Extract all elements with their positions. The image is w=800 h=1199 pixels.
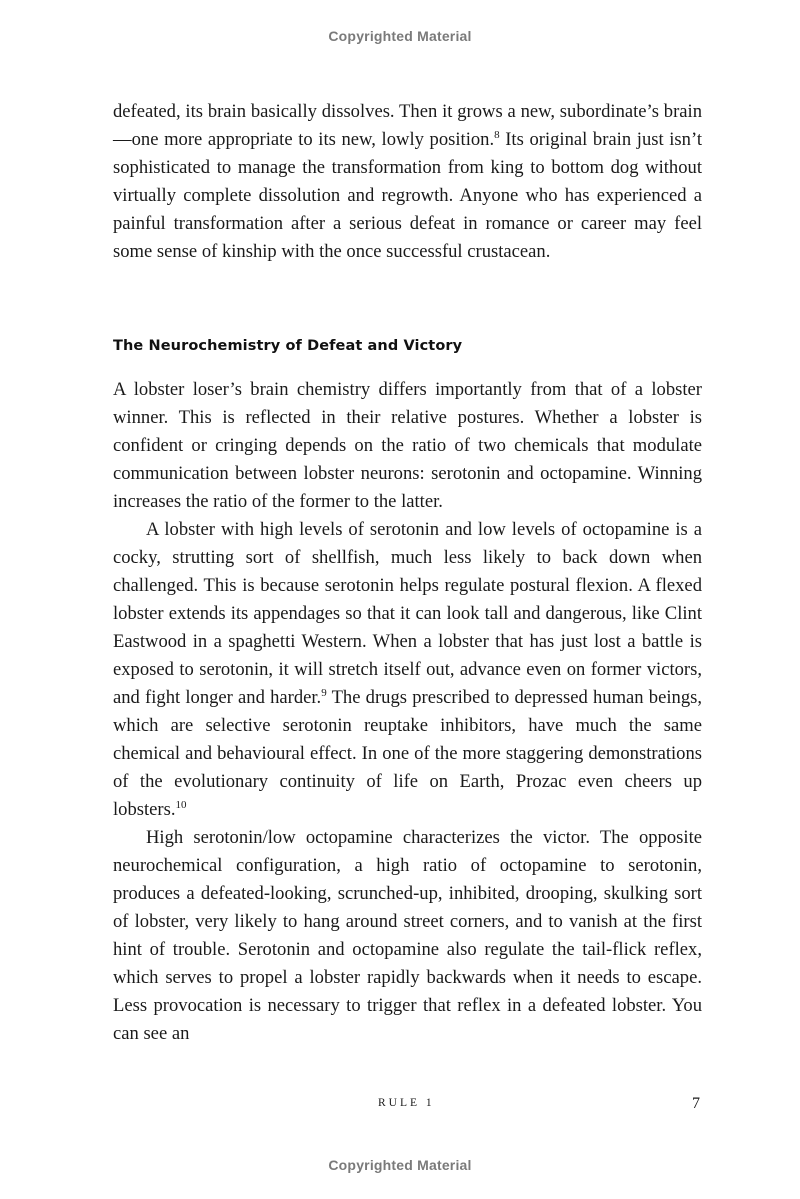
copyright-watermark-top: Copyrighted Material: [328, 28, 472, 44]
page-number: 7: [692, 1095, 700, 1112]
paragraph-2: [113, 516, 702, 824]
paragraph-text: A lobster with high levels of serotonin and low levels of octopamine is a cocky, strutting sort of shellfish, much less likely to back down when challenged. This is because serotonin helps regulate postural flexion. A flexed lobster extends its appendages so that it can look tall and dangerous, like Clint Eastwood in a spaghetti Western. When a lobster that has just lost a battle is exposed to serotonin, it will stretch itself out, advance even on former victors, and fight longer and harder.: [113, 519, 702, 708]
footnote-marker-8[interactable]: 8: [494, 129, 500, 141]
running-head-label: RULE 1: [378, 1097, 435, 1109]
section-body: [113, 376, 702, 1048]
paragraph-3: High serotonin/low octopamine characterizes the victor. The opposite neurochemical configuration, a high ratio of octopamine to serotonin, produces a defeated-looking, scrunched-up, inhibited, drooping, skulking sort of lobster, very likely to hang around street corners, and to vanish at the first hint of trouble. Serotonin and octopamine also regulate the tail-flick reflex, which serves to propel a lobster rapidly backwards when it needs to escape. Less provocation is necessary to trigger that reflex in a defeated lobster. You can see an: [113, 827, 702, 1044]
paragraph-text: Its original brain just isn’t sophisticated to manage the transformation from king to bottom dog without virtually complete dissolution and regrowth. Anyone who has experienced a painful transformation after a serious defeat in romance or career may feel some sense of kinship with the once successful crustacean.: [113, 129, 702, 262]
footnote-marker-9[interactable]: 9: [321, 687, 327, 699]
paragraph-text: defeated, its brain basically dissolves. Then it grows a new, subordinate’s brain—one more appropriate to its new, lowly position.: [113, 101, 702, 150]
copyright-watermark-bottom: Copyrighted Material: [328, 1157, 472, 1173]
footnote-marker-10[interactable]: 10: [175, 799, 187, 811]
opening-paragraph: [113, 98, 702, 266]
opening-paragraph-block: [113, 98, 702, 266]
section-heading: The Neurochemistry of Defeat and Victory: [113, 338, 463, 354]
running-footer: [0, 1095, 800, 1119]
paragraph-text: The drugs prescribed to depressed human beings, which are selective serotonin reuptake inhibitors, have much the same chemical and behavioural effect. In one of the more staggering demonstrations of the evolutionary continuity of life on Earth, Prozac even cheers up lobsters.: [113, 687, 702, 820]
paragraph-1: A lobster loser’s brain chemistry differs importantly from that of a lobster winner. This is reflected in their relative postures. Whether a lobster is confident or cringing depends on the ratio of two chemicals that modulate communication between lobster neurons: serotonin and octopamine. Winning increases the ratio of the former to the latter.: [113, 379, 702, 512]
